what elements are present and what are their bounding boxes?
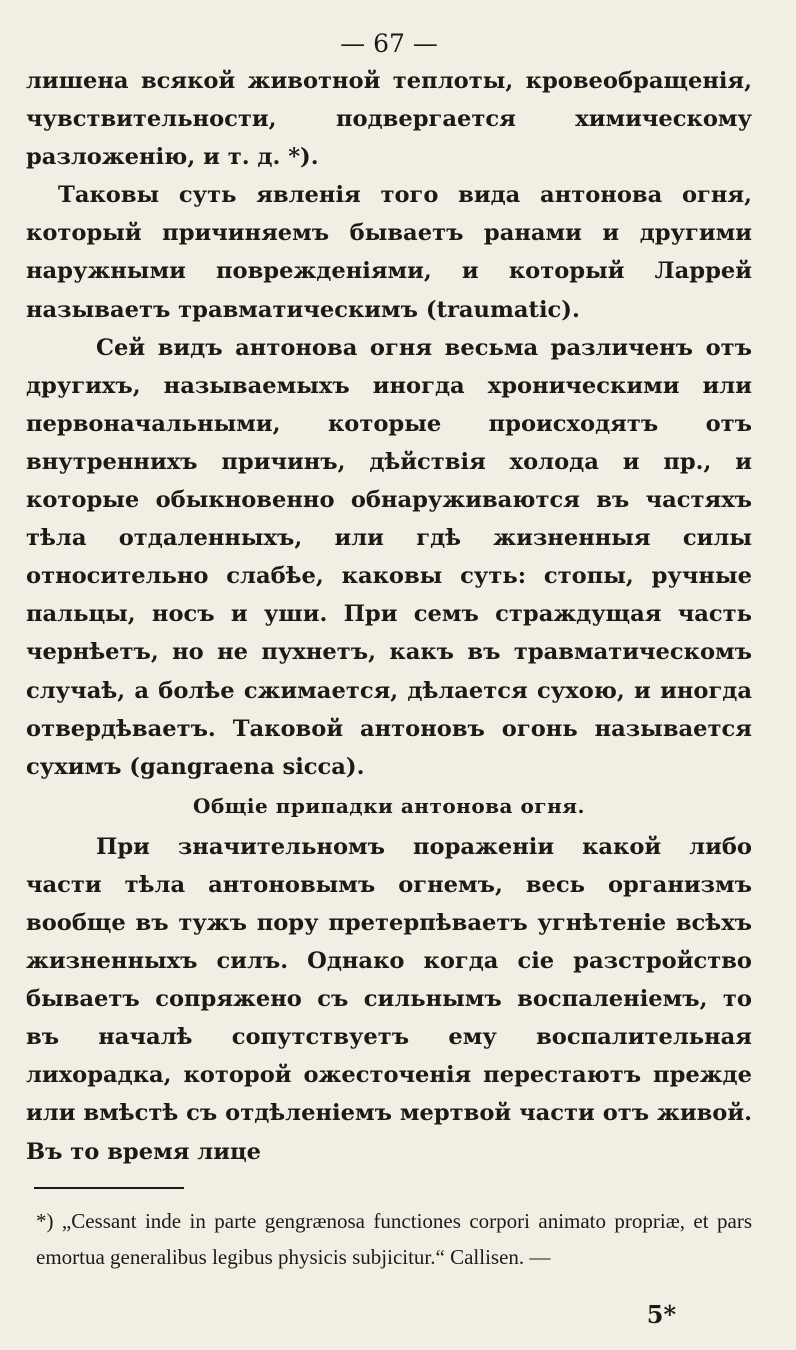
paragraph-chronic: Сей видъ антонова огня весьма различенъ отъ другихъ, называемыхъ иногда хроническими или первоначальными, которые происходятъ отъ внутреннихъ причинъ, дѣйствія холода и пр., и которые обыкновенно обнаруживаются въ частяхъ тѣла отдаленныхъ, или гдѣ жизненныя силы относительно слабѣе, каковы суть: стопы, ручные пальцы, носъ и уши. При семъ страждущая часть чернѣетъ, но не пухнетъ, какъ въ травматическомъ случаѣ, а болѣе сжимается, дѣлается сухою, и иногда отвердѣваетъ. Таковой антоновъ огонь называется сухимъ (gangraena sicca). bbox=[26, 334, 752, 780]
signature-mark: 5* bbox=[646, 1300, 676, 1329]
section-heading: Общіе припадки антонова огня. bbox=[193, 793, 585, 818]
footnote-divider bbox=[34, 1187, 184, 1189]
paragraph-traumatic: Таковы суть явленія того вида антонова огня, который причиняемъ бываетъ ранами и другими наружными поврежденіями, и который Ларрей называетъ травматическимъ (traumatic). bbox=[26, 182, 752, 323]
body-text bbox=[26, 62, 752, 1171]
paragraph-continuation: лишена всякой животной теплоты, кровеобращенія, чувствительности, подвергается химическому разложенію, и т. д. *). bbox=[26, 68, 752, 171]
paragraph-general-symptoms: При значительномъ пораженіи какой либо части тѣла антоновымъ огнемъ, весь организмъ вообще въ тужъ пору претерпѣваетъ угнѣтеніе всѣхъ жизненныхъ силъ. Однако когда сіе разстройство бываетъ сопряжено съ сильнымъ воспаленіемъ, то въ началѣ сопутствуетъ ему воспалительная лихорадка, которой ожесточенія перестаютъ прежде или вмѣстѣ съ отдѣленіемъ мертвой части отъ живой. Въ то время лице bbox=[26, 833, 752, 1165]
page-number: — 67 — bbox=[340, 29, 438, 58]
footnote: *) „Cessant inde in parte gengrænosa functiones corpori animato propriæ, et pars emortua generalibus legibus physicis subjicitur.“ Callisen. — bbox=[36, 1208, 752, 1269]
